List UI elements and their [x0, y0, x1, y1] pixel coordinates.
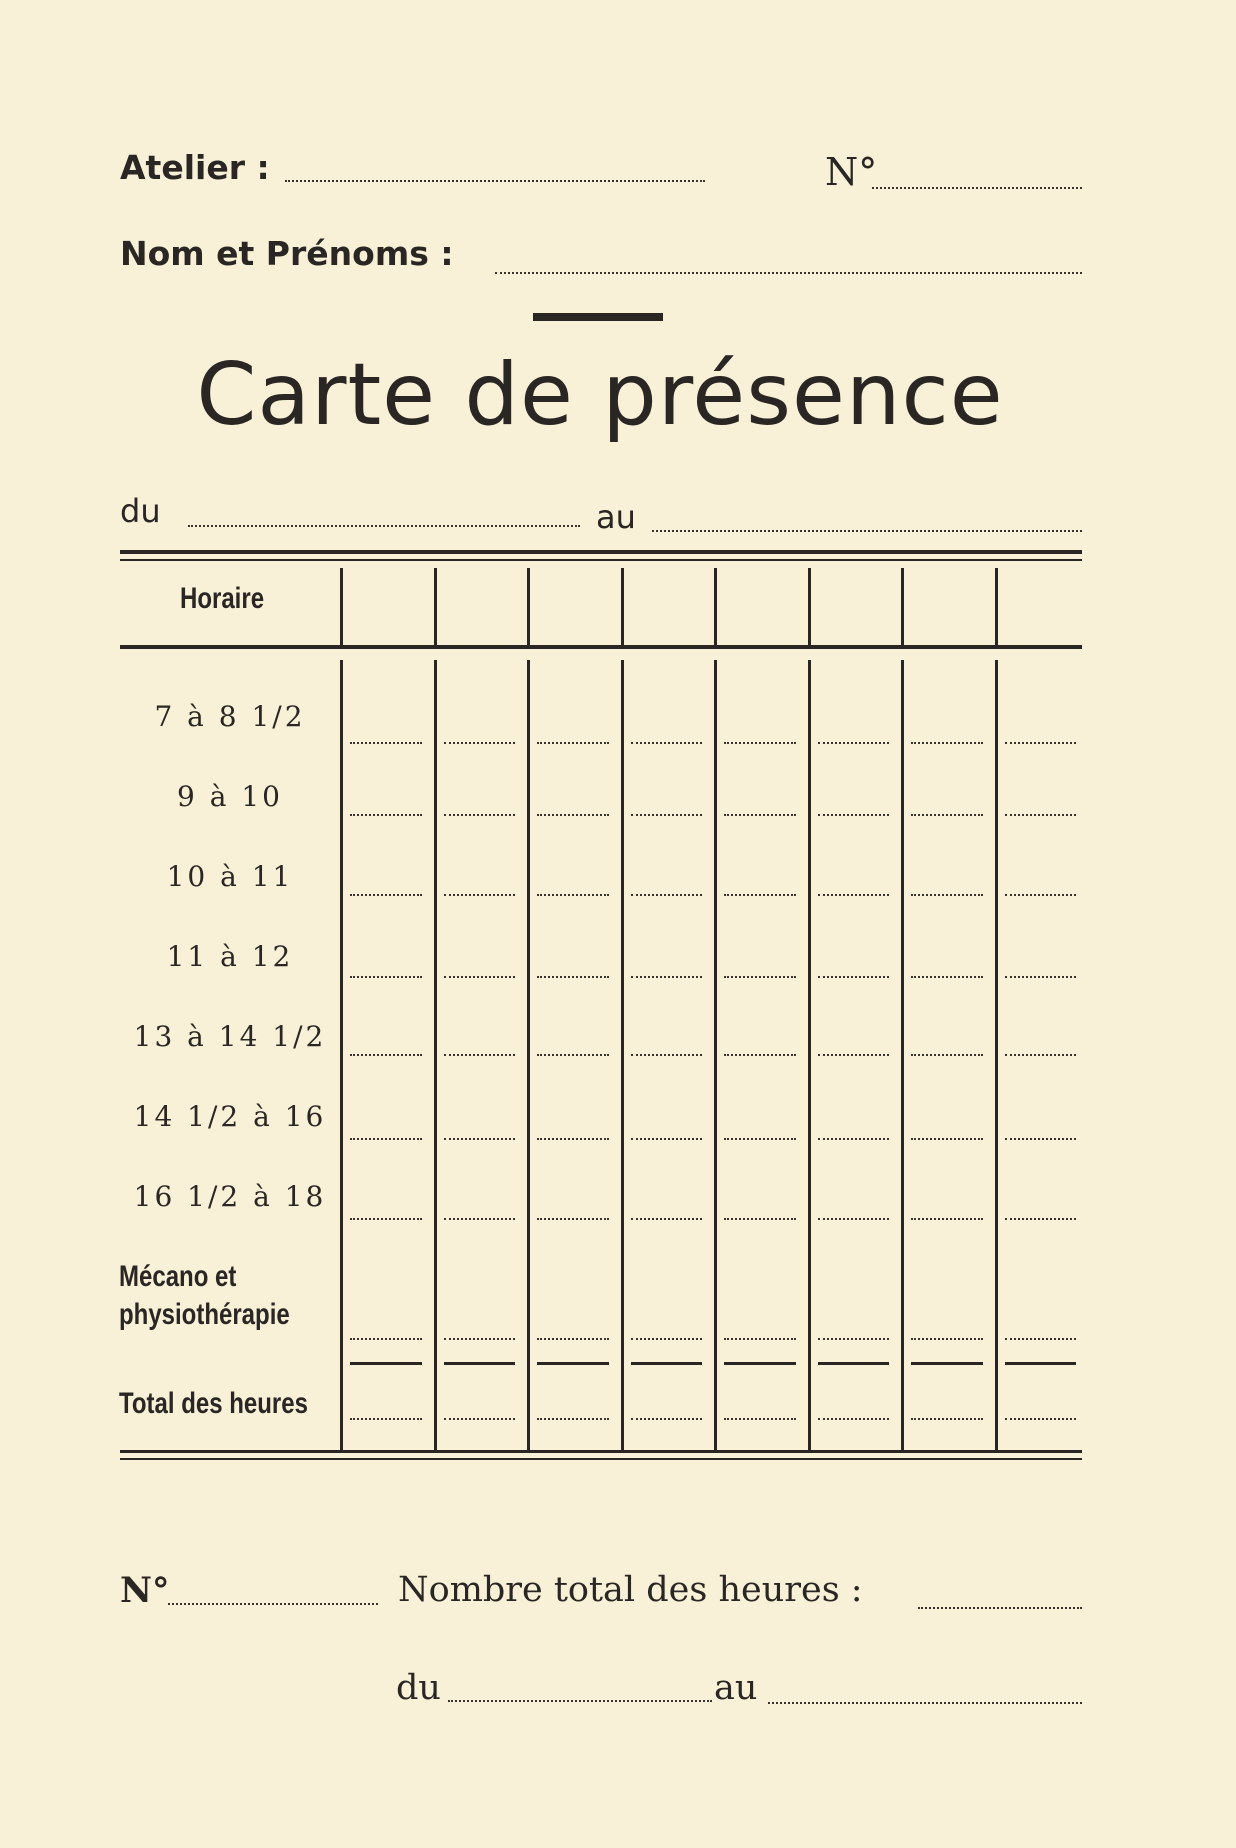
attendance-cell[interactable]	[631, 976, 703, 978]
attendance-cell[interactable]	[631, 814, 703, 816]
attendance-cell[interactable]	[724, 1054, 796, 1056]
attendance-cell[interactable]	[724, 1418, 796, 1420]
table-bottom-rule	[120, 1450, 1082, 1453]
row-label: 10 à 11	[166, 860, 294, 893]
attendance-cell[interactable]	[1005, 1218, 1077, 1220]
attendance-cell[interactable]	[724, 1338, 796, 1340]
attendance-cell[interactable]	[911, 1138, 983, 1140]
row-label: 14 1/2 à 16	[133, 1100, 327, 1133]
name-label: Nom et Prénoms :	[120, 234, 454, 273]
footer-from-field[interactable]	[448, 1700, 712, 1702]
footer-total-field[interactable]	[918, 1607, 1082, 1609]
header-column-divider	[527, 568, 530, 646]
attendance-cell[interactable]	[1005, 976, 1077, 978]
attendance-cell[interactable]	[350, 1138, 422, 1140]
footer-from-label: du	[396, 1668, 441, 1708]
attendance-cell[interactable]	[537, 976, 609, 978]
atelier-field[interactable]	[285, 180, 705, 182]
footer-number-field[interactable]	[168, 1603, 378, 1605]
total-separator	[444, 1362, 516, 1365]
attendance-cell[interactable]	[631, 1338, 703, 1340]
table-top-rule	[120, 550, 1082, 554]
attendance-cell[interactable]	[537, 1338, 609, 1340]
attendance-cell[interactable]	[350, 1218, 422, 1220]
total-separator	[724, 1362, 796, 1365]
header-column-divider	[340, 568, 343, 646]
attendance-cell[interactable]	[911, 894, 983, 896]
attendance-cell[interactable]	[444, 1054, 516, 1056]
attendance-cell[interactable]	[537, 742, 609, 744]
body-column-divider	[714, 660, 717, 1450]
period-from-field[interactable]	[188, 525, 580, 527]
attendance-cell[interactable]	[911, 742, 983, 744]
total-row-label: Total des heures	[119, 1387, 308, 1420]
attendance-cell[interactable]	[911, 1218, 983, 1220]
attendance-cell[interactable]	[911, 976, 983, 978]
attendance-cell[interactable]	[724, 894, 796, 896]
attendance-cell[interactable]	[818, 1418, 890, 1420]
attendance-cell[interactable]	[537, 1054, 609, 1056]
table-header-rule	[120, 645, 1082, 649]
header-column-divider	[901, 568, 904, 646]
header-column-divider	[714, 568, 717, 646]
attendance-cell[interactable]	[631, 1218, 703, 1220]
attendance-cell[interactable]	[1005, 814, 1077, 816]
attendance-cell[interactable]	[350, 742, 422, 744]
attendance-cell[interactable]	[444, 894, 516, 896]
total-separator	[911, 1362, 983, 1365]
total-separator	[537, 1362, 609, 1365]
table-header-label: Horaire	[180, 582, 265, 615]
body-column-divider	[995, 660, 998, 1450]
header-column-divider	[995, 568, 998, 646]
period-to-label: au	[596, 498, 636, 536]
name-field[interactable]	[495, 272, 1082, 274]
number-field[interactable]	[872, 187, 1082, 189]
footer-number-label: N°	[120, 1570, 170, 1611]
attendance-cell[interactable]	[818, 814, 890, 816]
row-label: 7 à 8 1/2	[154, 700, 306, 733]
period-to-field[interactable]	[652, 530, 1082, 532]
attendance-cell[interactable]	[1005, 1418, 1077, 1420]
attendance-cell[interactable]	[444, 1218, 516, 1220]
attendance-cell[interactable]	[537, 1218, 609, 1220]
attendance-cell[interactable]	[444, 1418, 516, 1420]
attendance-cell[interactable]	[911, 1054, 983, 1056]
attendance-cell[interactable]	[1005, 742, 1077, 744]
attendance-cell[interactable]	[911, 1338, 983, 1340]
attendance-cell[interactable]	[818, 1218, 890, 1220]
attendance-cell[interactable]	[631, 1418, 703, 1420]
body-column-divider	[340, 660, 343, 1450]
attendance-cell[interactable]	[818, 1338, 890, 1340]
footer-to-label: au	[714, 1668, 758, 1708]
attendance-cell[interactable]	[444, 814, 516, 816]
attendance-cell[interactable]	[350, 1338, 422, 1340]
row-label: 16 1/2 à 18	[133, 1180, 327, 1213]
attendance-cell[interactable]	[818, 894, 890, 896]
total-separator	[818, 1362, 890, 1365]
attendance-cell[interactable]	[911, 814, 983, 816]
attendance-cell[interactable]	[444, 1338, 516, 1340]
header-column-divider	[621, 568, 624, 646]
special-row-label: Mécano et physiothérapie	[119, 1260, 290, 1331]
body-column-divider	[808, 660, 811, 1450]
total-separator	[350, 1362, 422, 1365]
row-label: 11 à 12	[166, 940, 294, 973]
attendance-cell[interactable]	[631, 742, 703, 744]
attendance-cell[interactable]	[537, 1138, 609, 1140]
attendance-cell[interactable]	[537, 894, 609, 896]
attendance-cell[interactable]	[350, 976, 422, 978]
title-separator	[533, 313, 663, 321]
attendance-cell[interactable]	[724, 976, 796, 978]
attendance-cell[interactable]	[631, 894, 703, 896]
table-top-rule-thin	[120, 559, 1082, 561]
attendance-cell[interactable]	[818, 1054, 890, 1056]
row-label: 13 à 14 1/2	[133, 1020, 327, 1053]
attendance-cell[interactable]	[724, 1138, 796, 1140]
total-separator	[631, 1362, 703, 1365]
header-column-divider	[808, 568, 811, 646]
attendance-cell[interactable]	[631, 1138, 703, 1140]
attendance-cell[interactable]	[350, 1054, 422, 1056]
body-column-divider	[527, 660, 530, 1450]
attendance-cell[interactable]	[724, 1218, 796, 1220]
attendance-cell[interactable]	[1005, 1054, 1077, 1056]
body-column-divider	[621, 660, 624, 1450]
attendance-cell[interactable]	[350, 1418, 422, 1420]
attendance-cell[interactable]	[818, 976, 890, 978]
attendance-cell[interactable]	[818, 1138, 890, 1140]
total-separator	[1005, 1362, 1077, 1365]
footer-total-label: Nombre total des heures :	[398, 1570, 863, 1610]
attendance-cell[interactable]	[1005, 894, 1077, 896]
attendance-cell[interactable]	[724, 742, 796, 744]
page-title: Carte de présence	[196, 345, 1004, 445]
table-bottom-rule-thin	[120, 1458, 1082, 1460]
attendance-cell[interactable]	[444, 976, 516, 978]
attendance-cell[interactable]	[537, 1418, 609, 1420]
row-label: 9 à 10	[177, 780, 283, 813]
header-column-divider	[434, 568, 437, 646]
attendance-cell[interactable]	[444, 1138, 516, 1140]
attendance-cell[interactable]	[911, 1418, 983, 1420]
atelier-label: Atelier :	[120, 148, 270, 187]
attendance-cell[interactable]	[724, 814, 796, 816]
period-from-label: du	[120, 492, 161, 530]
number-label: N°	[825, 150, 878, 194]
body-column-divider	[901, 660, 904, 1450]
attendance-cell[interactable]	[444, 742, 516, 744]
attendance-cell[interactable]	[631, 1054, 703, 1056]
attendance-cell[interactable]	[350, 814, 422, 816]
attendance-cell[interactable]	[350, 894, 422, 896]
footer-to-field[interactable]	[768, 1702, 1082, 1704]
attendance-cell[interactable]	[537, 814, 609, 816]
attendance-cell[interactable]	[1005, 1338, 1077, 1340]
attendance-cell[interactable]	[818, 742, 890, 744]
attendance-cell[interactable]	[1005, 1138, 1077, 1140]
body-column-divider	[434, 660, 437, 1450]
